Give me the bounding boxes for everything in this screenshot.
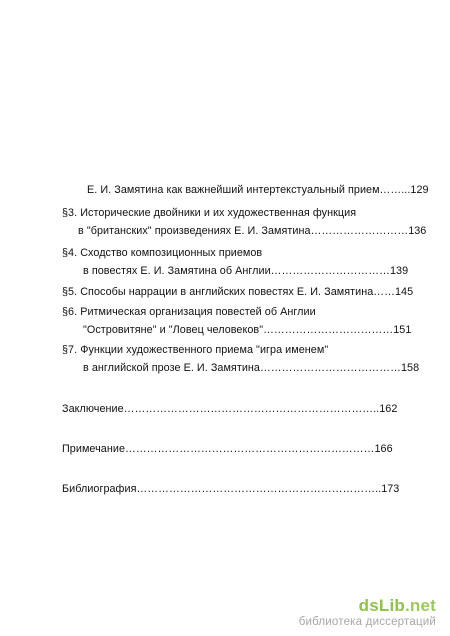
toc-entry-bibliography: Библиография…………………………………………………………..173 — [62, 483, 400, 495]
toc-entry-conclusion: Заключение……………………………………………………………..162 — [62, 403, 398, 415]
toc-entry-line-9: §7. Функции художественного приема "игра именем" — [62, 344, 329, 356]
toc-entry-notes: Примечание……………………………………………………………166 — [62, 443, 393, 455]
toc-entry-line-2: §3. Исторические двойники и их художественная функция — [62, 207, 357, 219]
toc-entry-line-8: "Островитяне" и "Ловец человеков"………………………………151 — [83, 324, 412, 336]
watermark-logo: dsLib.net — [358, 595, 436, 615]
toc-entry-line-3: в "британских" произведениях Е. И. Замятина………………………136 — [78, 225, 427, 237]
toc-entry-line-7: §6. Ритмическая организация повестей об Англии — [62, 306, 316, 318]
watermark-subtitle: библиотека диссертаций — [298, 615, 436, 628]
toc-entry-line-6: §5. Способы наррации в английских повестях Е. И. Замятина……145 — [62, 286, 414, 298]
watermark — [299, 597, 436, 629]
toc-entry-line-4: §4. Сходство композиционных приемов — [62, 247, 263, 259]
toc-entry-line-10: в английской прозе Е. И. Замятина…………………………………158 — [83, 362, 420, 374]
toc-entry-line-5: в повестях Е. И. Замятина об Англии……………………………139 — [83, 265, 409, 277]
toc-entry-line-1: Е. И. Замятина как важнейший интертекстуальный прием……...129 — [87, 184, 429, 196]
